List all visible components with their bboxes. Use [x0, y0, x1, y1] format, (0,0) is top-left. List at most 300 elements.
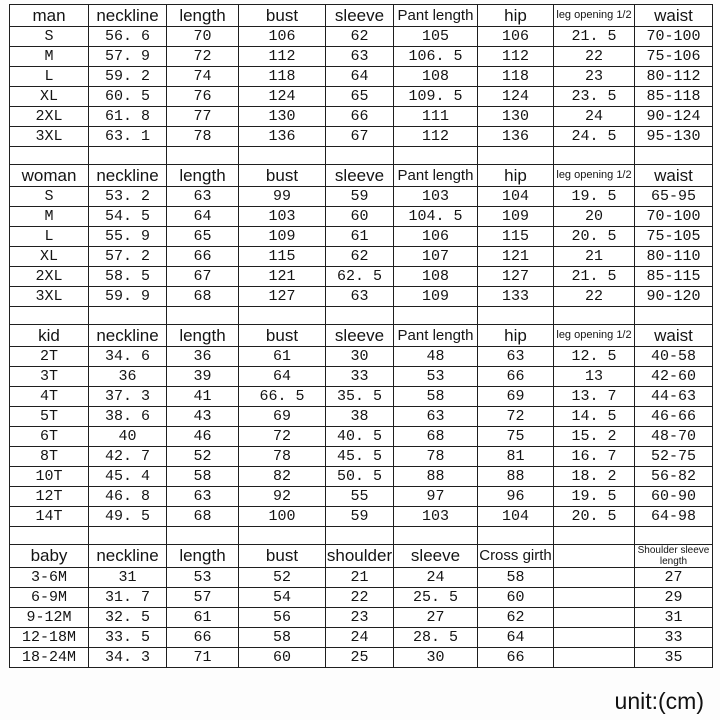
value-cell: 78: [394, 447, 478, 467]
table-row: [10, 187, 713, 207]
value-cell: 62: [478, 608, 554, 628]
value-cell: 60. 5: [89, 87, 167, 107]
size-cell: 6-9M: [10, 588, 89, 608]
value-cell: 53. 2: [89, 187, 167, 207]
value-cell: 69: [478, 387, 554, 407]
value-cell: 59. 9: [89, 287, 167, 307]
size-cell: L: [10, 67, 89, 87]
table-row: [10, 267, 713, 287]
table-row: [10, 588, 713, 608]
table-row: [10, 367, 713, 387]
column-header: sleeve: [326, 165, 394, 187]
value-cell: 66: [167, 628, 239, 648]
value-cell: 54: [239, 588, 326, 608]
value-cell: 109. 5: [394, 87, 478, 107]
value-cell: 15. 2: [554, 427, 635, 447]
value-cell: 24: [326, 628, 394, 648]
value-cell: 103: [394, 187, 478, 207]
value-cell: 104. 5: [394, 207, 478, 227]
spacer-cell: [394, 147, 478, 165]
value-cell: 112: [478, 47, 554, 67]
value-cell: 80-112: [635, 67, 713, 87]
value-cell: 105: [394, 27, 478, 47]
spacer-cell: [478, 307, 554, 325]
value-cell: 25: [326, 648, 394, 668]
value-cell: 30: [394, 648, 478, 668]
value-cell: 43: [167, 407, 239, 427]
value-cell: 112: [394, 127, 478, 147]
table-row: [10, 407, 713, 427]
value-cell: 23. 5: [554, 87, 635, 107]
value-cell: 52: [167, 447, 239, 467]
size-cell: 3XL: [10, 127, 89, 147]
section-spacer-row: [10, 527, 713, 545]
size-cell: S: [10, 187, 89, 207]
size-cell: M: [10, 207, 89, 227]
value-cell: 31: [635, 608, 713, 628]
value-cell: 22: [554, 287, 635, 307]
value-cell: 108: [394, 267, 478, 287]
table-row: [10, 87, 713, 107]
table-row: [10, 387, 713, 407]
table-row: [10, 568, 713, 588]
table-row: [10, 427, 713, 447]
value-cell: 74: [167, 67, 239, 87]
column-header: kid: [10, 325, 89, 347]
value-cell: 88: [478, 467, 554, 487]
value-cell: 65: [167, 227, 239, 247]
column-header: neckline: [89, 5, 167, 27]
column-header: baby: [10, 545, 89, 568]
spacer-cell: [326, 307, 394, 325]
value-cell: 40-58: [635, 347, 713, 367]
column-header: length: [167, 325, 239, 347]
spacer-cell: [89, 527, 167, 545]
value-cell: 56-82: [635, 467, 713, 487]
value-cell: 70-100: [635, 27, 713, 47]
section-spacer-row: [10, 147, 713, 165]
value-cell: 66: [478, 367, 554, 387]
table-row: [10, 127, 713, 147]
value-cell: 20. 5: [554, 507, 635, 527]
value-cell: 22: [554, 47, 635, 67]
column-header: neckline: [89, 545, 167, 568]
value-cell: 88: [394, 467, 478, 487]
spacer-cell: [394, 307, 478, 325]
value-cell: 58. 5: [89, 267, 167, 287]
size-cell: 18-24M: [10, 648, 89, 668]
value-cell: 121: [478, 247, 554, 267]
value-cell: 69: [239, 407, 326, 427]
value-cell: 21: [554, 247, 635, 267]
section-spacer-row: [10, 307, 713, 325]
value-cell: [554, 608, 635, 628]
value-cell: 20: [554, 207, 635, 227]
value-cell: 75-105: [635, 227, 713, 247]
value-cell: 61: [326, 227, 394, 247]
value-cell: 59: [326, 507, 394, 527]
value-cell: 58: [167, 467, 239, 487]
value-cell: 115: [239, 247, 326, 267]
value-cell: 75: [478, 427, 554, 447]
value-cell: 64: [239, 367, 326, 387]
value-cell: 77: [167, 107, 239, 127]
value-cell: 48: [394, 347, 478, 367]
value-cell: 35: [635, 648, 713, 668]
value-cell: 124: [239, 87, 326, 107]
value-cell: 71: [167, 648, 239, 668]
value-cell: 27: [394, 608, 478, 628]
value-cell: 64: [326, 67, 394, 87]
value-cell: 57: [167, 588, 239, 608]
value-cell: 66: [478, 648, 554, 668]
spacer-cell: [635, 307, 713, 325]
size-cell: 12T: [10, 487, 89, 507]
value-cell: 58: [394, 387, 478, 407]
column-header: length: [167, 5, 239, 27]
value-cell: 68: [167, 507, 239, 527]
size-cell: 2XL: [10, 267, 89, 287]
value-cell: 90-120: [635, 287, 713, 307]
column-header: sleeve: [326, 325, 394, 347]
column-header: hip: [478, 5, 554, 27]
table-row: [10, 507, 713, 527]
value-cell: 103: [394, 507, 478, 527]
value-cell: 28. 5: [394, 628, 478, 648]
value-cell: 63: [394, 407, 478, 427]
value-cell: 58: [478, 568, 554, 588]
value-cell: 20. 5: [554, 227, 635, 247]
value-cell: 66: [326, 107, 394, 127]
table-row: [10, 467, 713, 487]
spacer-cell: [478, 147, 554, 165]
value-cell: 44-63: [635, 387, 713, 407]
value-cell: [554, 628, 635, 648]
value-cell: 53: [394, 367, 478, 387]
value-cell: 34. 3: [89, 648, 167, 668]
value-cell: 85-115: [635, 267, 713, 287]
value-cell: 127: [239, 287, 326, 307]
table-row: [10, 447, 713, 467]
value-cell: 46: [167, 427, 239, 447]
value-cell: 42. 7: [89, 447, 167, 467]
column-header: leg opening 1/2: [554, 165, 635, 187]
column-header: leg opening 1/2: [554, 5, 635, 27]
value-cell: 70-100: [635, 207, 713, 227]
value-cell: 52: [239, 568, 326, 588]
table-row: [10, 47, 713, 67]
value-cell: 59. 2: [89, 67, 167, 87]
value-cell: 99: [239, 187, 326, 207]
value-cell: 33: [326, 367, 394, 387]
size-cell: 10T: [10, 467, 89, 487]
value-cell: 82: [239, 467, 326, 487]
spacer-cell: [239, 147, 326, 165]
value-cell: 64: [167, 207, 239, 227]
size-cell: 5T: [10, 407, 89, 427]
value-cell: 12. 5: [554, 347, 635, 367]
value-cell: 67: [167, 267, 239, 287]
table-row: [10, 247, 713, 267]
value-cell: 104: [478, 507, 554, 527]
size-cell: S: [10, 27, 89, 47]
value-cell: 65-95: [635, 187, 713, 207]
spacer-cell: [10, 307, 89, 325]
spacer-cell: [89, 307, 167, 325]
value-cell: 115: [478, 227, 554, 247]
value-cell: 66. 5: [239, 387, 326, 407]
size-cell: L: [10, 227, 89, 247]
value-cell: 54. 5: [89, 207, 167, 227]
value-cell: 72: [478, 407, 554, 427]
value-cell: 33. 5: [89, 628, 167, 648]
value-cell: 63: [478, 347, 554, 367]
size-cell: M: [10, 47, 89, 67]
value-cell: 40: [89, 427, 167, 447]
value-cell: 72: [239, 427, 326, 447]
value-cell: 65: [326, 87, 394, 107]
value-cell: 97: [394, 487, 478, 507]
value-cell: 95-130: [635, 127, 713, 147]
value-cell: 60: [478, 588, 554, 608]
value-cell: 21: [326, 568, 394, 588]
column-header: man: [10, 5, 89, 27]
spacer-cell: [10, 527, 89, 545]
spacer-cell: [167, 527, 239, 545]
column-header: [554, 545, 635, 568]
table-row: [10, 207, 713, 227]
spacer-cell: [10, 147, 89, 165]
column-header: neckline: [89, 325, 167, 347]
table-row: [10, 347, 713, 367]
value-cell: 24. 5: [554, 127, 635, 147]
column-header: waist: [635, 165, 713, 187]
value-cell: 118: [478, 67, 554, 87]
value-cell: 19. 5: [554, 487, 635, 507]
value-cell: [554, 588, 635, 608]
value-cell: 35. 5: [326, 387, 394, 407]
column-header: neckline: [89, 165, 167, 187]
value-cell: 72: [167, 47, 239, 67]
size-cell: 14T: [10, 507, 89, 527]
value-cell: 85-118: [635, 87, 713, 107]
value-cell: 62: [326, 247, 394, 267]
value-cell: 38. 6: [89, 407, 167, 427]
value-cell: 21. 5: [554, 27, 635, 47]
value-cell: 112: [239, 47, 326, 67]
value-cell: 66: [167, 247, 239, 267]
column-header: Pant length: [394, 325, 478, 347]
value-cell: 14. 5: [554, 407, 635, 427]
column-header: waist: [635, 325, 713, 347]
value-cell: 63: [167, 187, 239, 207]
size-chart-table: [9, 4, 713, 668]
value-cell: 68: [167, 287, 239, 307]
value-cell: 37. 3: [89, 387, 167, 407]
value-cell: 136: [239, 127, 326, 147]
spacer-cell: [326, 147, 394, 165]
value-cell: 121: [239, 267, 326, 287]
value-cell: 59: [326, 187, 394, 207]
size-cell: 3XL: [10, 287, 89, 307]
value-cell: 16. 7: [554, 447, 635, 467]
size-cell: XL: [10, 87, 89, 107]
value-cell: 19. 5: [554, 187, 635, 207]
value-cell: 32. 5: [89, 608, 167, 628]
value-cell: 49. 5: [89, 507, 167, 527]
size-cell: 9-12M: [10, 608, 89, 628]
column-header: bust: [239, 5, 326, 27]
size-cell: 4T: [10, 387, 89, 407]
spacer-cell: [239, 527, 326, 545]
spacer-cell: [239, 307, 326, 325]
value-cell: 67: [326, 127, 394, 147]
value-cell: 78: [167, 127, 239, 147]
table-row: [10, 27, 713, 47]
size-cell: 12-18M: [10, 628, 89, 648]
value-cell: 106: [239, 27, 326, 47]
value-cell: 81: [478, 447, 554, 467]
value-cell: 30: [326, 347, 394, 367]
column-header: Pant length: [394, 5, 478, 27]
column-header: length: [167, 545, 239, 568]
value-cell: 13. 7: [554, 387, 635, 407]
value-cell: 61: [167, 608, 239, 628]
value-cell: 106: [478, 27, 554, 47]
value-cell: 22: [326, 588, 394, 608]
value-cell: 29: [635, 588, 713, 608]
size-cell: 2XL: [10, 107, 89, 127]
size-cell: XL: [10, 247, 89, 267]
value-cell: 57. 2: [89, 247, 167, 267]
value-cell: 68: [394, 427, 478, 447]
header-row-woman: [10, 165, 713, 187]
column-header: hip: [478, 325, 554, 347]
value-cell: 60: [326, 207, 394, 227]
spacer-cell: [167, 147, 239, 165]
value-cell: 24: [394, 568, 478, 588]
column-header: Cross girth: [478, 545, 554, 568]
value-cell: 56: [239, 608, 326, 628]
value-cell: 21. 5: [554, 267, 635, 287]
value-cell: 100: [239, 507, 326, 527]
header-row-man: [10, 5, 713, 27]
value-cell: 63: [167, 487, 239, 507]
unit-label: unit:(cm): [614, 688, 704, 714]
column-header: bust: [239, 165, 326, 187]
value-cell: 48-70: [635, 427, 713, 447]
value-cell: 124: [478, 87, 554, 107]
value-cell: 31: [89, 568, 167, 588]
value-cell: 41: [167, 387, 239, 407]
value-cell: 36: [167, 347, 239, 367]
column-header: Pant length: [394, 165, 478, 187]
table-row: [10, 487, 713, 507]
value-cell: 34. 6: [89, 347, 167, 367]
value-cell: 23: [326, 608, 394, 628]
value-cell: 18. 2: [554, 467, 635, 487]
value-cell: 45. 5: [326, 447, 394, 467]
header-row-kid: [10, 325, 713, 347]
value-cell: 130: [239, 107, 326, 127]
value-cell: 109: [478, 207, 554, 227]
value-cell: 53: [167, 568, 239, 588]
spacer-cell: [89, 147, 167, 165]
value-cell: 109: [239, 227, 326, 247]
spacer-cell: [554, 147, 635, 165]
value-cell: 90-124: [635, 107, 713, 127]
column-header: sleeve: [326, 5, 394, 27]
value-cell: 130: [478, 107, 554, 127]
value-cell: 42-60: [635, 367, 713, 387]
value-cell: 109: [394, 287, 478, 307]
value-cell: 58: [239, 628, 326, 648]
size-cell: 6T: [10, 427, 89, 447]
value-cell: 108: [394, 67, 478, 87]
value-cell: 111: [394, 107, 478, 127]
table-row: [10, 67, 713, 87]
value-cell: [554, 648, 635, 668]
spacer-cell: [394, 527, 478, 545]
column-header: woman: [10, 165, 89, 187]
table-row: [10, 227, 713, 247]
value-cell: 46-66: [635, 407, 713, 427]
column-header: length: [167, 165, 239, 187]
value-cell: 104: [478, 187, 554, 207]
value-cell: 55: [326, 487, 394, 507]
value-cell: 62: [326, 27, 394, 47]
value-cell: 106. 5: [394, 47, 478, 67]
spacer-cell: [554, 527, 635, 545]
column-header: Shoulder sleeve length: [635, 545, 713, 568]
size-cell: 3T: [10, 367, 89, 387]
value-cell: 50. 5: [326, 467, 394, 487]
size-cell: 2T: [10, 347, 89, 367]
column-header: leg opening 1/2: [554, 325, 635, 347]
size-cell: 3-6M: [10, 568, 89, 588]
value-cell: 45. 4: [89, 467, 167, 487]
table-row: [10, 648, 713, 668]
value-cell: 52-75: [635, 447, 713, 467]
value-cell: 60-90: [635, 487, 713, 507]
spacer-cell: [326, 527, 394, 545]
value-cell: 75-106: [635, 47, 713, 67]
value-cell: 31. 7: [89, 588, 167, 608]
column-header: bust: [239, 545, 326, 568]
value-cell: 33: [635, 628, 713, 648]
value-cell: 38: [326, 407, 394, 427]
spacer-cell: [554, 307, 635, 325]
spacer-cell: [635, 527, 713, 545]
value-cell: 36: [89, 367, 167, 387]
value-cell: 64-98: [635, 507, 713, 527]
value-cell: 136: [478, 127, 554, 147]
value-cell: 23: [554, 67, 635, 87]
value-cell: 56. 6: [89, 27, 167, 47]
value-cell: 133: [478, 287, 554, 307]
column-header: hip: [478, 165, 554, 187]
value-cell: 61. 8: [89, 107, 167, 127]
column-header: shoulder: [326, 545, 394, 568]
value-cell: 40. 5: [326, 427, 394, 447]
column-header: bust: [239, 325, 326, 347]
value-cell: 76: [167, 87, 239, 107]
value-cell: 13: [554, 367, 635, 387]
value-cell: 57. 9: [89, 47, 167, 67]
value-cell: 96: [478, 487, 554, 507]
value-cell: 106: [394, 227, 478, 247]
value-cell: 127: [478, 267, 554, 287]
